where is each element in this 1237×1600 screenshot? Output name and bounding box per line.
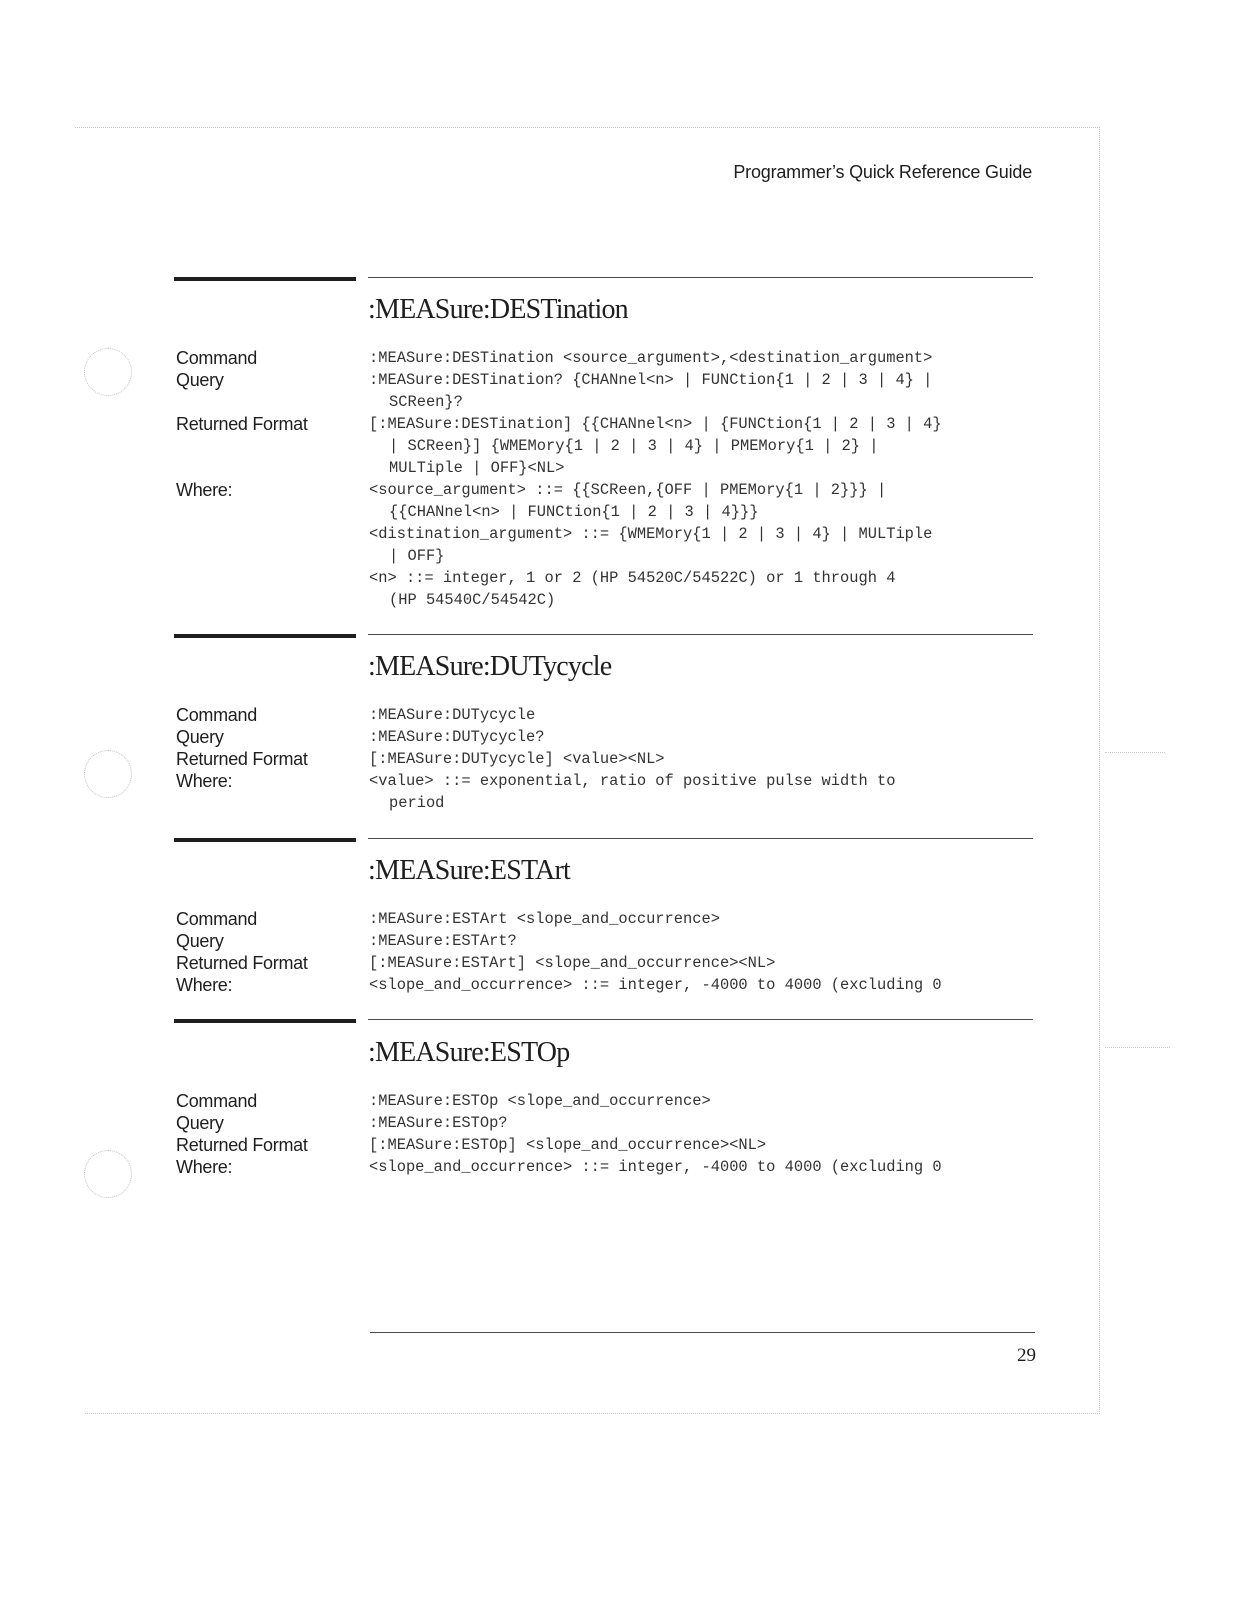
returned-format-syntax: [:MEASure:DESTination] {{CHANnel<n> | {FUNCtion{1 | 2 | 3 | 4} <box>369 415 942 433</box>
label-spacer <box>176 457 308 479</box>
section-labels <box>176 704 308 792</box>
label-returned-format: Returned Format <box>176 953 308 973</box>
label-returned-format: Returned Format <box>176 414 308 434</box>
query-syntax: :MEASure:DUTycycle? <box>369 728 545 746</box>
returned-format-continued: MULTiple | OFF}<NL> <box>389 459 565 477</box>
section-rule-thin <box>368 634 1033 635</box>
label-command: Command <box>176 348 257 368</box>
section-labels <box>176 1090 308 1178</box>
label-where: Where: <box>176 771 233 791</box>
page-number: 29 <box>1017 1345 1036 1366</box>
section-title: :MEASure:DESTination <box>368 294 628 325</box>
label-returned-format: Returned Format <box>176 749 308 769</box>
command-syntax: :MEASure:DESTination <source_argument>,<destination_argument> <box>369 349 933 367</box>
section-rule-thin <box>368 838 1033 839</box>
section-rule-thin <box>368 277 1033 278</box>
punch-hole <box>84 348 132 396</box>
label-query: Query <box>176 370 224 390</box>
label-command: Command <box>176 1091 257 1111</box>
section-title: :MEASure:DUTycycle <box>368 651 612 682</box>
command-syntax: :MEASure:DUTycycle <box>369 706 536 724</box>
label-where: Where: <box>176 480 233 500</box>
label-query: Query <box>176 727 224 747</box>
label-where: Where: <box>176 1157 233 1177</box>
section-rule-thick <box>174 1019 356 1023</box>
label-query: Query <box>176 931 224 951</box>
where-definition-continued: | OFF} <box>389 547 445 565</box>
section-labels <box>176 908 308 996</box>
query-syntax: :MEASure:ESTArt? <box>369 932 517 950</box>
query-syntax: :MEASure:ESTOp? <box>369 1114 508 1132</box>
query-syntax-continued: SCReen}? <box>389 393 463 411</box>
section-syntax <box>369 1090 1039 1178</box>
scan-border-bottom <box>85 1413 1100 1414</box>
label-returned-format: Returned Format <box>176 1135 308 1155</box>
where-definition-continued: (HP 54540C/54542C) <box>389 591 556 609</box>
where-definition-continued: {{CHANnel<n> | FUNCtion{1 | 2 | 3 | 4}}} <box>389 503 759 521</box>
section-title: :MEASure:ESTArt <box>368 855 570 886</box>
scan-border-right <box>1099 127 1100 1414</box>
where-definition: <slope_and_occurrence> ::= integer, -4000 to 4000 (excluding 0 <box>369 1158 942 1176</box>
label-command: Command <box>176 705 257 725</box>
section-rule-thick <box>174 634 356 638</box>
section-title: :MEASure:ESTOp <box>368 1037 570 1068</box>
scan-tick-mark <box>1105 1047 1170 1048</box>
section-syntax <box>369 704 1039 814</box>
label-where: Where: <box>176 975 233 995</box>
punch-hole <box>84 1150 132 1198</box>
section-labels <box>176 347 308 501</box>
section-syntax <box>369 347 1039 611</box>
where-definition-continued: period <box>389 794 445 812</box>
label-spacer <box>176 391 308 413</box>
returned-format-syntax: [:MEASure:DUTycycle] <value><NL> <box>369 750 665 768</box>
label-query: Query <box>176 1113 224 1133</box>
command-syntax: :MEASure:ESTArt <slope_and_occurrence> <box>369 910 720 928</box>
scan-tick-mark <box>1105 752 1165 753</box>
section-syntax <box>369 908 1039 996</box>
returned-format-syntax: [:MEASure:ESTArt] <slope_and_occurrence><NL> <box>369 954 776 972</box>
where-definition: <distination_argument> ::= {WMEMory{1 | 2 | 3 | 4} | MULTiple <box>369 525 933 543</box>
section-rule-thick <box>174 277 356 281</box>
returned-format-continued: | SCReen}] {WMEMory{1 | 2 | 3 | 4} | PMEMory{1 | 2} | <box>389 437 879 455</box>
section-rule-thin <box>368 1019 1033 1020</box>
returned-format-syntax: [:MEASure:ESTOp] <slope_and_occurrence><NL> <box>369 1136 767 1154</box>
where-definition: <slope_and_occurrence> ::= integer, -4000 to 4000 (excluding 0 <box>369 976 942 994</box>
where-definition: <source_argument> ::= {{SCReen,{OFF | PMEMory{1 | 2}}} | <box>369 481 887 499</box>
section-rule-thick <box>174 838 356 842</box>
scan-border-top <box>75 127 1100 128</box>
punch-hole <box>84 750 132 798</box>
where-definition: <value> ::= exponential, ratio of positive pulse width to <box>369 772 896 790</box>
label-command: Command <box>176 909 257 929</box>
query-syntax: :MEASure:DESTination? {CHANnel<n> | FUNCtion{1 | 2 | 3 | 4} | <box>369 371 933 389</box>
command-syntax: :MEASure:ESTOp <slope_and_occurrence> <box>369 1092 711 1110</box>
footer-rule <box>370 1332 1035 1333</box>
where-definition: <n> ::= integer, 1 or 2 (HP 54520C/54522C) or 1 through 4 <box>369 569 896 587</box>
running-head: Programmer’s Quick Reference Guide <box>733 162 1032 182</box>
label-spacer <box>176 435 308 457</box>
